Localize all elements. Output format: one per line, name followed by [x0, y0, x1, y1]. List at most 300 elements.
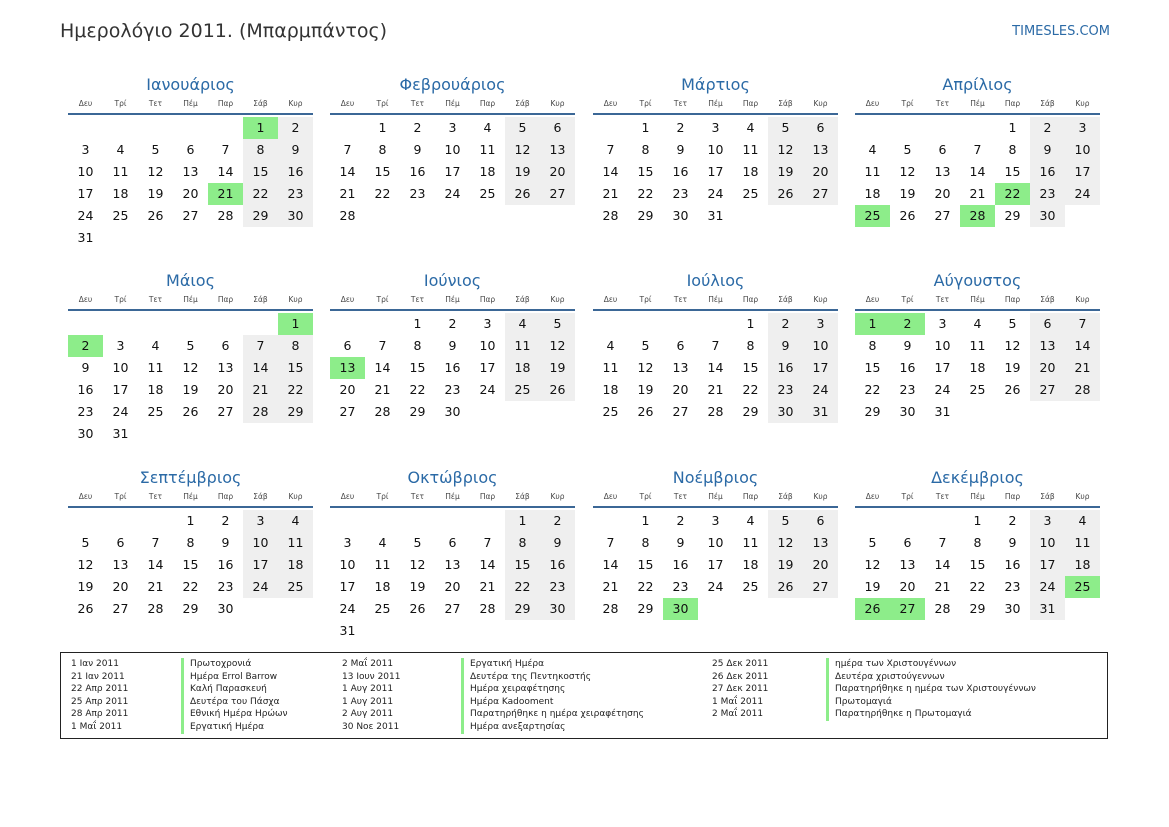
weekday-label: Τετ [410, 295, 425, 304]
month-block [68, 269, 313, 445]
day-cell: 8 [641, 535, 650, 550]
day-cell: 2 [448, 316, 457, 331]
day-cell: 4 [483, 120, 492, 135]
holiday-group [342, 658, 644, 734]
weekday-label: Τετ [148, 295, 163, 304]
month-block [68, 466, 313, 620]
weekday-label: Κυρ [813, 492, 828, 501]
day-cell: 11 [1065, 532, 1100, 554]
day-cell: 6 [803, 510, 838, 532]
day-cell: 22 [374, 186, 391, 201]
day-cell: 15 [182, 557, 199, 572]
empty-cell [330, 117, 365, 139]
day-cell: 20 [803, 554, 838, 576]
day-cell: 22 [742, 382, 759, 397]
weekday-header [593, 97, 838, 111]
holiday-date: 27 Δεκ 2011 [712, 684, 769, 695]
day-cell: 7 [483, 535, 492, 550]
weekday-label: Πέμ [970, 492, 985, 501]
weekday-header [593, 490, 838, 504]
day-cell: 13 [934, 164, 951, 179]
day-cell: 31 [803, 401, 838, 423]
day-cell: 26 [505, 183, 540, 205]
holiday-group [712, 658, 1036, 721]
empty-cell [365, 510, 400, 532]
empty-cell [890, 510, 925, 532]
day-cell: 13 [540, 139, 575, 161]
day-cell: 14 [243, 357, 278, 379]
day-cell: 24 [112, 404, 129, 419]
day-cell: 29 [637, 601, 654, 616]
day-cell: 13 [217, 360, 234, 375]
day-cell: 14 [969, 164, 986, 179]
day-cell: 1 [278, 313, 313, 335]
day-cell: 17 [1030, 554, 1065, 576]
holiday-item [342, 721, 644, 734]
month-name: Σεπτέμβριος [139, 468, 242, 487]
weekday-label: Τετ [410, 99, 425, 108]
day-cell: 26 [77, 601, 94, 616]
month-block [68, 73, 313, 249]
holiday-date: 2 Μαΐ 2011 [712, 709, 764, 720]
holiday-item [71, 683, 288, 696]
weekday-label: Παρ [742, 295, 759, 304]
header-divider [68, 113, 313, 115]
empty-cell [628, 313, 663, 335]
day-cell: 2 [413, 120, 422, 135]
day-cell: 17 [934, 360, 951, 375]
day-cell: 4 [868, 142, 877, 157]
holiday-date: 21 Ιαν 2011 [71, 671, 125, 682]
day-cell: 1 [505, 510, 540, 532]
day-cell: 4 [1065, 510, 1100, 532]
month-name: Ιανουάριος [146, 75, 235, 94]
day-cell: 25 [602, 404, 619, 419]
day-cell: 31 [707, 208, 724, 223]
header-divider [330, 309, 575, 311]
day-cell: 25 [112, 208, 129, 223]
day-cell: 1 [186, 513, 195, 528]
day-cell: 25 [278, 576, 313, 598]
day-cell: 2 [68, 335, 103, 357]
day-cell: 22 [278, 379, 313, 401]
day-cell: 19 [1004, 360, 1021, 375]
day-cell: 29 [505, 598, 540, 620]
day-cell: 2 [1008, 513, 1017, 528]
weekday-label: Τρί [376, 492, 389, 501]
empty-cell [103, 510, 138, 532]
weekday-label: Κυρ [550, 295, 565, 304]
weekday-label: Κυρ [550, 492, 565, 501]
day-cell: 4 [151, 338, 160, 353]
weekday-label: Κυρ [1075, 99, 1090, 108]
day-cell: 12 [147, 164, 164, 179]
day-cell: 6 [116, 535, 125, 550]
day-cell: 14 [707, 360, 724, 375]
day-cell: 12 [768, 139, 803, 161]
weekday-label: Τρί [639, 492, 652, 501]
day-cell: 3 [1065, 117, 1100, 139]
weekday-label: Πέμ [183, 492, 198, 501]
day-cell: 18 [505, 357, 540, 379]
day-cell: 22 [182, 579, 199, 594]
holiday-date: 1 Ιαν 2011 [71, 659, 119, 669]
day-cell: 26 [637, 404, 654, 419]
day-cell: 5 [768, 510, 803, 532]
day-cell: 30 [278, 205, 313, 227]
day-cell: 19 [899, 186, 916, 201]
day-cell: 8 [868, 338, 877, 353]
day-grid [330, 117, 575, 227]
day-cell: 20 [1030, 357, 1065, 379]
weekday-label: Πέμ [183, 295, 198, 304]
weekday-label: Τρί [114, 99, 127, 108]
day-cell: 12 [77, 557, 94, 572]
month-name: Νοέμβριος [672, 468, 759, 487]
day-cell: 22 [637, 186, 654, 201]
weekday-label: Τρί [114, 295, 127, 304]
weekday-label: Σάβ [1040, 492, 1055, 501]
day-cell: 12 [409, 557, 426, 572]
day-cell: 12 [182, 360, 199, 375]
holiday-name: Εργατική Ημέρα [461, 658, 544, 671]
day-cell: 21 [479, 579, 496, 594]
empty-cell [435, 510, 470, 532]
holiday-item [71, 658, 288, 671]
day-cell: 20 [899, 579, 916, 594]
day-cell: 25 [969, 382, 986, 397]
day-cell: 21 [934, 579, 951, 594]
day-cell: 18 [479, 164, 496, 179]
day-cell: 7 [343, 142, 352, 157]
day-cell: 7 [243, 335, 278, 357]
holiday-name: Καλή Παρασκευή [181, 683, 267, 696]
weekday-label: Τρί [901, 492, 914, 501]
day-cell: 17 [243, 554, 278, 576]
weekday-header [330, 490, 575, 504]
weekday-label: Σάβ [1040, 295, 1055, 304]
day-cell: 13 [182, 164, 199, 179]
weekday-label: Σάβ [1040, 99, 1055, 108]
day-cell: 15 [409, 360, 426, 375]
month-block [855, 466, 1100, 620]
month-block [330, 466, 575, 642]
day-cell: 6 [343, 338, 352, 353]
weekday-label: Πέμ [970, 295, 985, 304]
empty-cell [593, 510, 628, 532]
day-cell: 7 [378, 338, 387, 353]
day-cell: 25 [1065, 576, 1100, 598]
weekday-label: Σάβ [253, 295, 268, 304]
day-cell: 15 [742, 360, 759, 375]
empty-cell [173, 117, 208, 139]
weekday-label: Τρί [901, 99, 914, 108]
weekday-label: Πέμ [708, 99, 723, 108]
day-cell: 21 [969, 186, 986, 201]
day-cell: 13 [803, 532, 838, 554]
day-cell: 1 [1008, 120, 1017, 135]
weekday-label: Τετ [673, 295, 688, 304]
day-cell: 30 [1004, 601, 1021, 616]
weekday-header [68, 293, 313, 307]
day-cell: 10 [444, 142, 461, 157]
day-cell: 9 [676, 535, 685, 550]
empty-cell [890, 117, 925, 139]
empty-cell [243, 313, 278, 335]
day-cell: 26 [147, 208, 164, 223]
day-cell: 18 [1065, 554, 1100, 576]
day-cell: 24 [479, 382, 496, 397]
day-cell: 23 [768, 379, 803, 401]
day-cell: 30 [77, 426, 94, 441]
month-block [593, 466, 838, 620]
day-cell: 27 [803, 576, 838, 598]
day-cell: 23 [899, 382, 916, 397]
weekday-label: Κυρ [288, 99, 303, 108]
day-cell: 20 [934, 186, 951, 201]
day-cell: 23 [217, 579, 234, 594]
day-cell: 8 [1008, 142, 1017, 157]
month-block [330, 73, 575, 227]
day-cell: 21 [1065, 357, 1100, 379]
day-cell: 11 [505, 335, 540, 357]
holiday-name: Εθνική Ημέρα Ηρώων [181, 708, 288, 721]
day-cell: 23 [77, 404, 94, 419]
weekday-label: Τρί [376, 99, 389, 108]
day-cell: 23 [1030, 183, 1065, 205]
day-cell: 8 [278, 335, 313, 357]
weekday-header [593, 293, 838, 307]
day-cell: 12 [768, 532, 803, 554]
month-name: Μάρτιος [681, 75, 750, 94]
holiday-date: 28 Απρ 2011 [71, 709, 129, 720]
day-cell: 6 [903, 535, 912, 550]
day-cell: 4 [278, 510, 313, 532]
day-cell: 2 [890, 313, 925, 335]
holiday-name: Ημέρα ανεξαρτησίας [461, 721, 565, 734]
day-cell: 11 [278, 532, 313, 554]
month-name: Απρίλιος [942, 75, 1013, 94]
month-block [855, 269, 1100, 423]
day-cell: 28 [707, 404, 724, 419]
day-cell: 9 [1030, 139, 1065, 161]
day-cell: 23 [409, 186, 426, 201]
day-cell: 3 [1030, 510, 1065, 532]
weekday-header [855, 490, 1100, 504]
empty-cell [330, 510, 365, 532]
day-grid [593, 313, 838, 423]
day-cell: 16 [899, 360, 916, 375]
weekday-label: Σάβ [515, 295, 530, 304]
weekday-label: Δευ [78, 295, 93, 304]
empty-cell [470, 510, 505, 532]
day-cell: 27 [339, 404, 356, 419]
day-cell: 16 [444, 360, 461, 375]
day-cell: 1 [378, 120, 387, 135]
day-cell: 3 [711, 513, 720, 528]
day-cell: 11 [742, 142, 759, 157]
weekday-label: Δευ [603, 295, 618, 304]
holiday-date: 25 Απρ 2011 [71, 696, 129, 707]
day-cell: 16 [672, 557, 689, 572]
day-cell: 31 [112, 426, 129, 441]
weekday-label: Τετ [410, 492, 425, 501]
day-cell: 4 [116, 142, 125, 157]
day-cell: 1 [413, 316, 422, 331]
day-cell: 29 [409, 404, 426, 419]
holiday-name: Πρωτοχρονιά [181, 658, 251, 671]
day-cell: 26 [1004, 382, 1021, 397]
empty-cell [855, 117, 890, 139]
day-cell: 5 [81, 535, 90, 550]
empty-cell [138, 117, 173, 139]
weekday-label: Παρ [1004, 99, 1021, 108]
weekday-label: Πέμ [970, 99, 985, 108]
day-cell: 7 [606, 535, 615, 550]
day-cell: 2 [278, 117, 313, 139]
weekday-label: Κυρ [550, 99, 565, 108]
day-cell: 7 [606, 142, 615, 157]
day-cell: 31 [77, 230, 94, 245]
day-cell: 17 [339, 579, 356, 594]
weekday-label: Κυρ [1075, 295, 1090, 304]
header-divider [855, 506, 1100, 508]
day-grid [855, 510, 1100, 620]
day-cell: 4 [746, 120, 755, 135]
empty-cell [208, 117, 243, 139]
day-cell: 9 [413, 142, 422, 157]
weekday-label: Παρ [742, 99, 759, 108]
weekday-label: Σάβ [515, 492, 530, 501]
day-cell: 30 [444, 404, 461, 419]
holiday-name: Δευτέρα χριστούγεννων [826, 671, 945, 684]
weekday-label: Πέμ [445, 295, 460, 304]
day-cell: 13 [672, 360, 689, 375]
day-cell: 22 [409, 382, 426, 397]
day-cell: 11 [112, 164, 129, 179]
holiday-item [71, 708, 288, 721]
day-cell: 23 [540, 576, 575, 598]
day-cell: 28 [479, 601, 496, 616]
day-cell: 3 [81, 142, 90, 157]
empty-cell [593, 313, 628, 335]
day-cell: 27 [540, 183, 575, 205]
day-cell: 14 [374, 360, 391, 375]
day-cell: 6 [938, 142, 947, 157]
day-cell: 31 [1030, 598, 1065, 620]
holiday-date: 13 Ιουν 2011 [342, 671, 401, 682]
day-cell: 28 [934, 601, 951, 616]
day-cell: 25 [855, 205, 890, 227]
day-cell: 2 [540, 510, 575, 532]
day-cell: 21 [208, 183, 243, 205]
day-cell: 26 [855, 598, 890, 620]
holiday-name: Πρωτομαγιά [826, 696, 892, 709]
day-cell: 25 [505, 379, 540, 401]
weekday-label: Σάβ [253, 492, 268, 501]
day-cell: 16 [1030, 161, 1065, 183]
day-cell: 24 [934, 382, 951, 397]
day-cell: 24 [1030, 576, 1065, 598]
month-name: Οκτώβριος [407, 468, 498, 487]
weekday-label: Τετ [673, 99, 688, 108]
day-cell: 9 [1008, 535, 1017, 550]
day-cell: 10 [479, 338, 496, 353]
header-divider [330, 506, 575, 508]
day-cell: 19 [505, 161, 540, 183]
day-cell: 14 [147, 557, 164, 572]
weekday-label: Τετ [935, 295, 950, 304]
day-cell: 17 [707, 164, 724, 179]
header-divider [855, 309, 1100, 311]
day-cell: 9 [676, 142, 685, 157]
day-cell: 7 [1065, 313, 1100, 335]
day-cell: 5 [868, 535, 877, 550]
day-cell: 12 [899, 164, 916, 179]
weekday-label: Σάβ [515, 99, 530, 108]
day-cell: 17 [707, 557, 724, 572]
day-cell: 28 [217, 208, 234, 223]
day-cell: 29 [1004, 208, 1021, 223]
day-cell: 22 [864, 382, 881, 397]
weekday-label: Παρ [217, 295, 234, 304]
day-cell: 30 [663, 598, 698, 620]
weekday-label: Τρί [901, 295, 914, 304]
empty-cell [663, 313, 698, 335]
day-cell: 24 [707, 186, 724, 201]
day-cell: 27 [444, 601, 461, 616]
day-cell: 30 [540, 598, 575, 620]
day-cell: 27 [803, 183, 838, 205]
day-grid [68, 510, 313, 620]
day-cell: 11 [479, 142, 496, 157]
day-cell: 15 [864, 360, 881, 375]
day-cell: 17 [112, 382, 129, 397]
day-cell: 12 [637, 360, 654, 375]
day-cell: 16 [217, 557, 234, 572]
day-cell: 8 [505, 532, 540, 554]
day-cell: 16 [540, 554, 575, 576]
holiday-item [712, 708, 1036, 721]
empty-cell [68, 313, 103, 335]
day-cell: 3 [116, 338, 125, 353]
day-grid [855, 117, 1100, 227]
day-cell: 13 [803, 139, 838, 161]
day-cell: 14 [1065, 335, 1100, 357]
day-cell: 18 [278, 554, 313, 576]
day-cell: 20 [672, 382, 689, 397]
day-cell: 26 [899, 208, 916, 223]
day-cell: 20 [540, 161, 575, 183]
holiday-date: 26 Δεκ 2011 [712, 671, 769, 682]
holiday-list [60, 652, 1108, 739]
day-cell: 23 [672, 579, 689, 594]
day-cell: 20 [803, 161, 838, 183]
weekday-header [68, 97, 313, 111]
day-cell: 11 [602, 360, 619, 375]
day-grid [855, 313, 1100, 423]
day-cell: 20 [444, 579, 461, 594]
day-cell: 12 [1004, 338, 1021, 353]
day-cell: 29 [182, 601, 199, 616]
site-link[interactable]: TIMESLES.COM [1012, 24, 1110, 39]
day-cell: 13 [1030, 335, 1065, 357]
weekday-label: Παρ [479, 295, 496, 304]
day-cell: 28 [1065, 379, 1100, 401]
weekday-label: Τετ [673, 492, 688, 501]
day-cell: 27 [934, 208, 951, 223]
day-cell: 28 [602, 601, 619, 616]
